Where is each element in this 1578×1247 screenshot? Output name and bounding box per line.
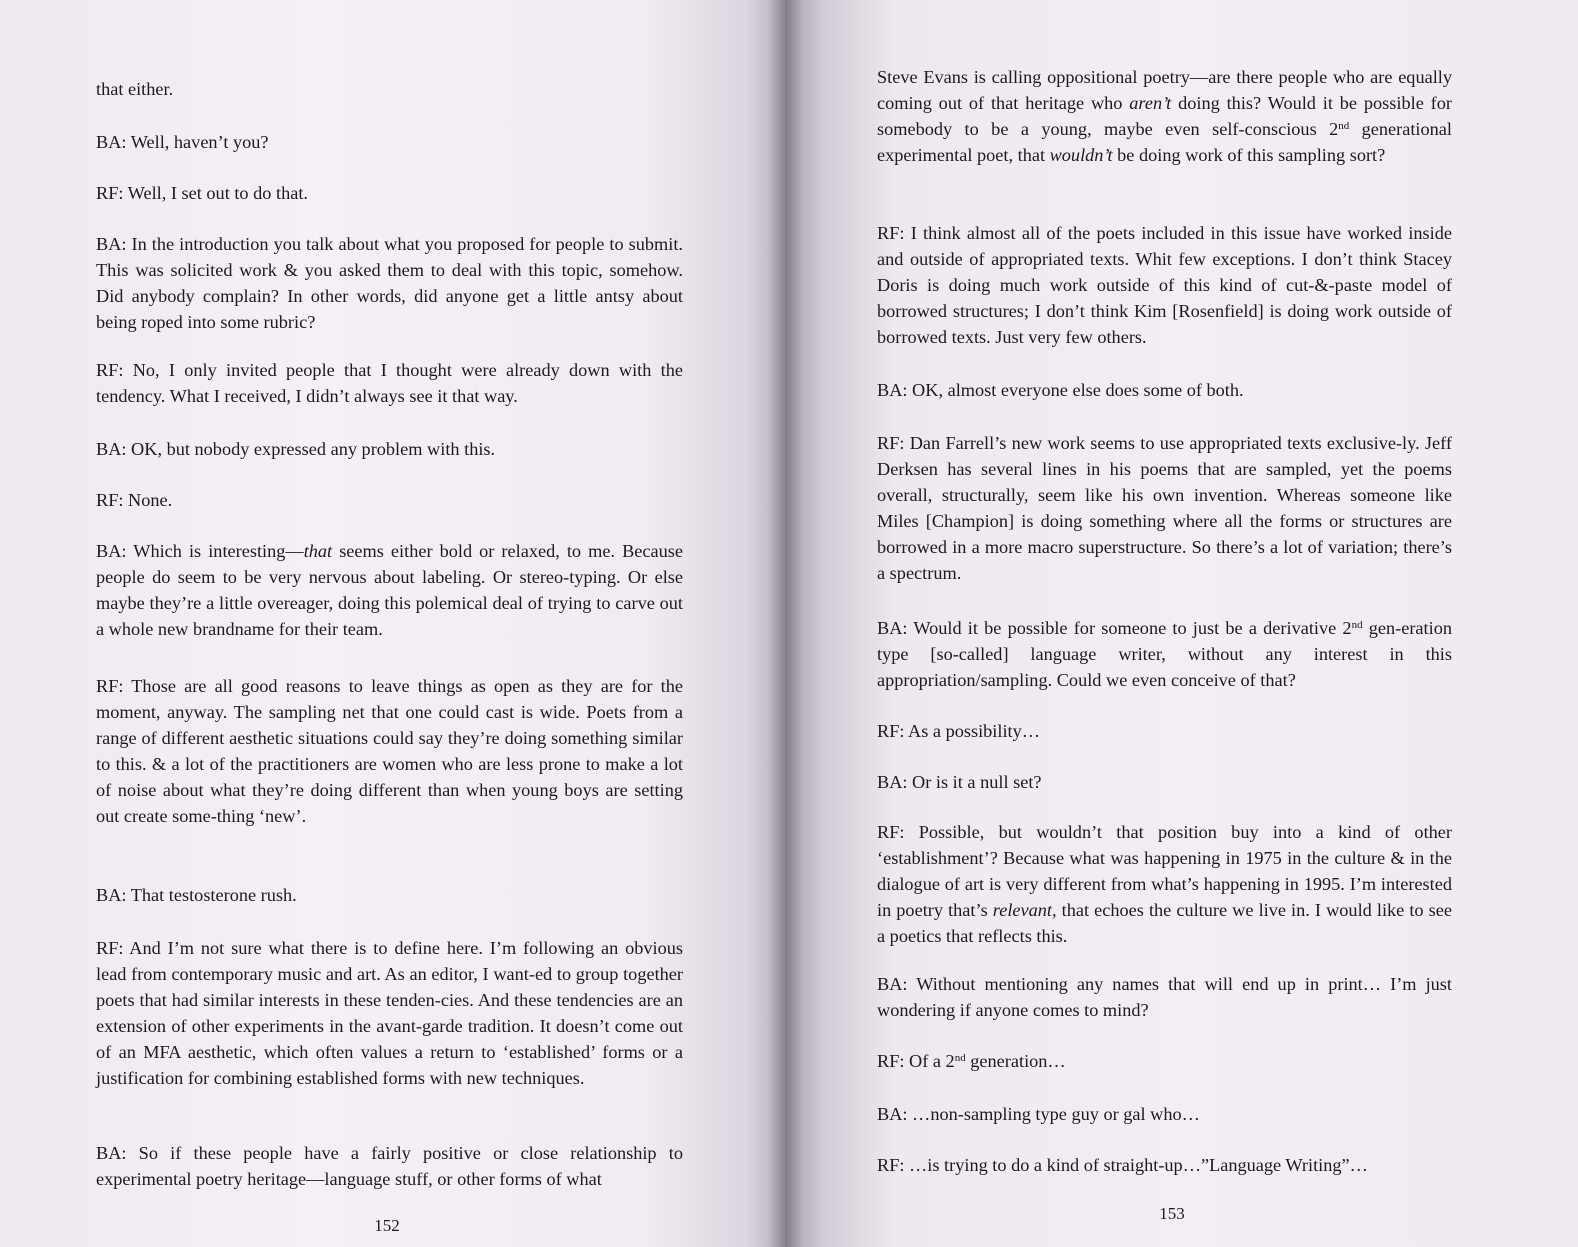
right-paragraph-5 bbox=[877, 615, 1452, 693]
right-paragraph-6: RF: As a possibility… bbox=[877, 721, 1041, 741]
italic-run: aren’t bbox=[1129, 93, 1172, 113]
text-run: generational experimental poet, that bbox=[877, 119, 1452, 165]
right-paragraph-12: RF: …is trying to do a kind of straight-up…”Language Writing”… bbox=[877, 1155, 1368, 1175]
left-paragraph-8 bbox=[96, 538, 683, 642]
text-run: doing this? Would it be possible for somebody to be a young, maybe even self-conscious 2 bbox=[877, 93, 1452, 139]
text-run: BA: Which is interesting— bbox=[96, 541, 304, 561]
right-paragraph-8 bbox=[877, 819, 1452, 949]
text-run: RF: Possible, but wouldn’t that position buy into a kind of other ‘establishment’? Because what was happening in 1975 in the culture & in the dialogue of art is very different from what’s happening in 1995. I’m interested in poetry that’s bbox=[877, 822, 1452, 920]
left-paragraph-12: BA: So if these people have a fairly positive or close relationship to experimental poetry heritage—language stuff, or other forms of what bbox=[96, 1143, 683, 1189]
left-paragraph-1: that either. bbox=[96, 79, 174, 99]
superscript: nd bbox=[1338, 120, 1350, 132]
italic-run: wouldn’t bbox=[1049, 145, 1113, 165]
text-run: that echoes the culture we live in. I would like to see a poetics that reflects this. bbox=[877, 900, 1452, 946]
left-page bbox=[0, 0, 785, 1247]
left-paragraph-6: BA: OK, but nobody expressed any problem with this. bbox=[96, 439, 496, 459]
left-paragraph-7: RF: None. bbox=[96, 490, 173, 510]
text-run: generation… bbox=[965, 1051, 1066, 1071]
left-paragraph-5: RF: No, I only invited people that I thought were already down with the tendency. What I received, I didn’t always see it that way. bbox=[96, 360, 683, 406]
right-paragraph-7: BA: Or is it a null set? bbox=[877, 772, 1042, 792]
superscript: nd bbox=[954, 1052, 966, 1064]
text-run: seems either bold or relaxed, to me. Because people do seem to be very nervous about labeling. Or stereo-typing. Or else maybe they’re a little overeager, doing this polemical deal of trying to carve out a whole new brandname for their team. bbox=[96, 541, 683, 639]
text-run: BA: Would it be possible for someone to just be a derivative 2 bbox=[877, 618, 1352, 638]
book-gutter bbox=[768, 0, 802, 1247]
left-paragraph-3: RF: Well, I set out to do that. bbox=[96, 183, 308, 203]
left-paragraph-2: BA: Well, haven’t you? bbox=[96, 132, 269, 152]
left-paragraph-11: RF: And I’m not sure what there is to define here. I’m following an obvious lead from contemporary music and art. As an editor, I want-ed to group together poets that had similar interests in these tenden-cies. And these tendencies are an extension of other experiments in the avant-garde tradition. It doesn’t come out of an MFA aesthetic, which often values a return to ‘established’ forms or a justification for combining established forms with new techniques. bbox=[96, 938, 683, 1088]
right-page bbox=[785, 0, 1578, 1247]
right-paragraph-2: RF: I think almost all of the poets included in this issue have worked inside and outside of appropriated texts. Whit few exceptions. I don’t think Stacey Doris is doing much work outside of this kind of cut-&-paste model of borrowed structures; I don’t think Kim [Rosenfield] is doing work outside of borrowed texts. Just very few others. bbox=[877, 223, 1452, 347]
text-run: Steve Evans is calling oppositional poetry—are there people who are equally coming out of that heritage who bbox=[877, 67, 1452, 113]
right-paragraph-10 bbox=[877, 1048, 1452, 1074]
text-run: RF: Of a 2 bbox=[877, 1051, 955, 1071]
italic-run: that bbox=[303, 541, 333, 561]
left-paragraph-4: BA: In the introduction you talk about what you proposed for people to submit. This was solicited work & you asked them to deal with this topic, somehow. Did anybody complain? In other words, did anyone get a little antsy about being roped into some rubric? bbox=[96, 234, 683, 332]
superscript: nd bbox=[1351, 619, 1363, 631]
right-paragraph-11: BA: …non-sampling type guy or gal who… bbox=[877, 1104, 1200, 1124]
right-paragraph-9: BA: Without mentioning any names that will end up in print… I’m just wondering if anyone comes to mind? bbox=[877, 974, 1452, 1020]
page-number: 152 bbox=[374, 1216, 400, 1235]
italic-run: relevant, bbox=[992, 900, 1057, 920]
right-paragraph-1 bbox=[877, 64, 1452, 168]
left-paragraph-9: RF: Those are all good reasons to leave things as open as they are for the moment, anyway. The sampling net that one could cast is wide. Poets from a range of different aesthetic situations could say they’re doing something similar to this. & a lot of the practitioners are women who are less prone to make a lot of noise about what they’re doing different than when young boys are setting out create some-thing ‘new’. bbox=[96, 676, 683, 826]
left-paragraph-10: BA: That testosterone rush. bbox=[96, 885, 297, 905]
right-paragraph-3: BA: OK, almost everyone else does some of both. bbox=[877, 380, 1244, 400]
right-paragraph-4: RF: Dan Farrell’s new work seems to use appropriated texts exclusive-ly. Jeff Derksen has several lines in his poems that are sampled, yet the poems overall, structurally, seem like his own invention. Whereas someone like Miles [Champion] is doing something where all the forms or structures are borrowed in a more macro superstructure. So there’s a lot of variation; there’s a spectrum. bbox=[877, 433, 1452, 583]
page-number: 153 bbox=[1159, 1204, 1185, 1223]
text-run: be doing work of this sampling sort? bbox=[1112, 145, 1386, 165]
text-run: gen-eration type [so-called] language writer, without any interest in this appropriation/sampling. Could we even conceive of that? bbox=[877, 618, 1452, 690]
